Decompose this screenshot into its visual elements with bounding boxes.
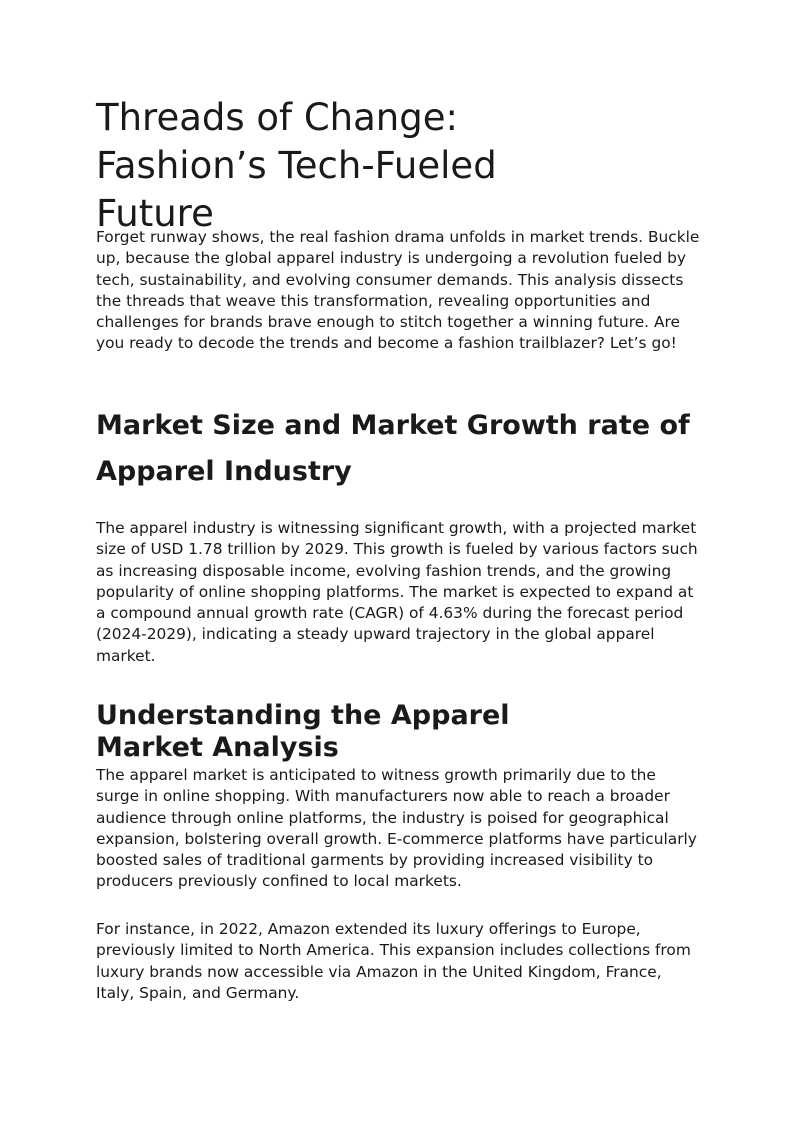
intro-paragraph: Forget runway shows, the real fashion drama unfolds in market trends. Buckle up, because the global apparel industry is undergoing a revolution fueled by tech, sustainability, and evolving consumer demands. This analysis dissects the threads that weave this transformation, revealing opportunities and challenges for brands brave enough to stitch together a winning future. Are you ready to decode the trends and become a fashion trailblazer? Let’s go! <box>96 228 700 353</box>
document-page <box>96 0 706 1123</box>
market-analysis-paragraph: The apparel market is anticipated to witness growth primarily due to the surge in online shopping. With manufacturers now able to reach a broader audience through online platforms, the industry is poised for geographical expansion, bolstering overall growth. E-commerce platforms have particularly boosted sales of traditional garments by providing increased visibility to producers previously confined to local markets. <box>96 766 697 891</box>
section-heading-market-size: Market Size and Market Growth rate of Apparel Industry <box>96 410 690 487</box>
article-title: Threads of Change: Fashion’s Tech-Fueled Future <box>96 96 497 235</box>
amazon-example-paragraph: For instance, in 2022, Amazon extended its luxury offerings to Europe, previously limited to North America. This expansion includes collections from luxury brands now accessible via Amazon in the United Kingdom, France, Italy, Spain, and Germany. <box>96 920 691 1002</box>
section-heading-market-analysis: Understanding the Apparel Market Analysis <box>96 700 510 763</box>
market-size-paragraph: The apparel industry is witnessing significant growth, with a projected market size of USD 1.78 trillion by 2029. This growth is fueled by various factors such as increasing disposable income, evolving fashion trends, and the growing popularity of online shopping platforms. The market is expected to expand at a compound annual growth rate (CAGR) of 4.63% during the forecast period (2024-2029), indicating a steady upward trajectory in the global apparel market. <box>96 519 698 665</box>
